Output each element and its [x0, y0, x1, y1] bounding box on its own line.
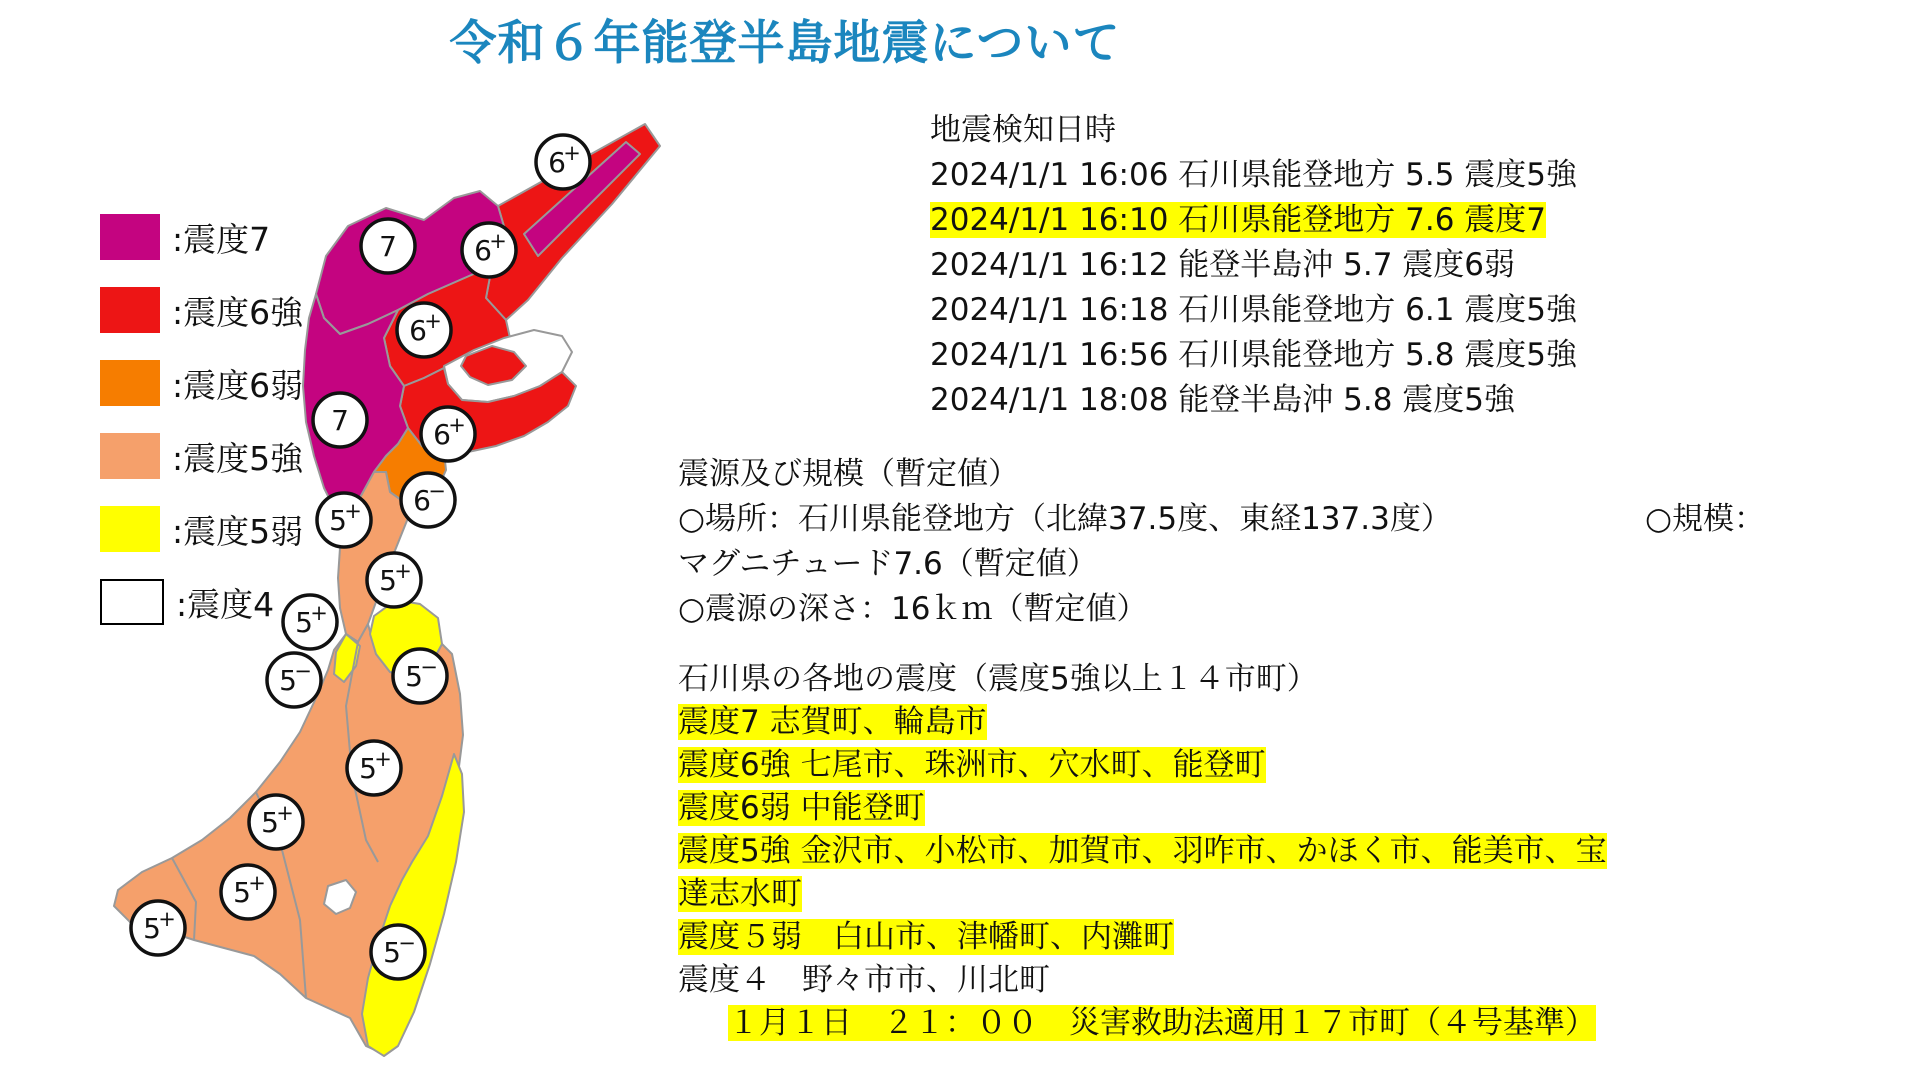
text-line — [678, 916, 1607, 959]
svg-text:+: + — [374, 747, 392, 771]
legend-item-shindo6-strong — [100, 287, 303, 333]
svg-text:5: 5 — [329, 504, 347, 537]
legend-item-shindo5-weak — [100, 506, 303, 552]
plain-text: 2024/1/1 18:08 能登半島沖 5.8 震度5強 — [930, 382, 1516, 418]
legend-item-shindo5-strong — [100, 433, 303, 479]
text-line — [930, 198, 1577, 243]
intensity-marker — [347, 741, 401, 795]
plain-text: 2024/1/1 16:06 石川県能登地方 5.5 震度5強 — [930, 157, 1578, 193]
legend-item-shindo4 — [100, 579, 303, 625]
page-title: 令和６年能登半島地震について — [449, 16, 1121, 71]
svg-text:5: 5 — [383, 936, 401, 969]
intensity-marker — [536, 135, 590, 189]
svg-text:5: 5 — [233, 876, 251, 909]
intensity-marker — [371, 925, 425, 979]
svg-text:7: 7 — [331, 404, 349, 437]
detection-header: 地震検知日時 — [930, 112, 1116, 148]
svg-text:6: 6 — [548, 146, 566, 179]
intensity-marker — [131, 901, 185, 955]
text-line — [678, 744, 1607, 787]
svg-text:5: 5 — [143, 912, 161, 945]
legend-label: :震度4 — [176, 584, 275, 624]
highlighted-text: 震度6弱 中能登町 — [678, 790, 925, 826]
text-line — [678, 830, 1607, 873]
legend-swatch — [100, 360, 160, 406]
highlighted-text: 2024/1/1 16:10 石川県能登地方 7.6 震度7 — [930, 202, 1547, 238]
text-line — [930, 153, 1577, 198]
intensity-heading: 石川県の各地の震度（震度5強以上１４市町） — [678, 661, 1318, 697]
highlighted-text: 震度5強 金沢市、小松市、加賀市、羽咋市、かほく市、能美市、宝 — [678, 833, 1607, 869]
intensity-marker — [367, 553, 421, 607]
text-line — [678, 787, 1607, 830]
plain-text: 2024/1/1 16:12 能登半島沖 5.7 震度6弱 — [930, 247, 1516, 283]
svg-text:+: + — [310, 601, 328, 625]
svg-text:−: − — [420, 655, 438, 679]
intensity-marker — [397, 303, 451, 357]
svg-text:+: + — [158, 907, 176, 931]
text-line — [678, 701, 1607, 744]
intensity-marker — [221, 865, 275, 919]
epicenter-location: ○場所：石川県能登地方（北緯37.5度、東経137.3度） — [678, 501, 1452, 537]
svg-text:+: + — [248, 871, 266, 895]
highlighted-text: １月１日 ２１：００ 災害救助法適用１７市町（４号基準） — [728, 1005, 1596, 1041]
legend-swatch — [100, 579, 164, 625]
legend-swatch — [100, 287, 160, 333]
intensity-marker — [421, 407, 475, 461]
svg-text:6: 6 — [409, 314, 427, 347]
legend-item-shindo7 — [100, 214, 303, 260]
legend-swatch — [100, 214, 160, 260]
epicenter-scale-label: ○規模： — [1645, 501, 1766, 537]
legend-label: :震度6弱 — [172, 365, 304, 405]
epicenter-heading: 震源及び規模（暫定値） — [678, 456, 1019, 492]
plain-text: 震度４ 野々市市、川北町 — [678, 962, 1050, 998]
plain-text: 2024/1/1 16:18 石川県能登地方 6.1 震度5強 — [930, 292, 1578, 328]
intensity-marker — [313, 393, 367, 447]
legend-label: :震度5強 — [172, 438, 304, 478]
svg-text:6: 6 — [433, 418, 451, 451]
svg-text:+: + — [489, 229, 507, 253]
svg-text:+: + — [424, 309, 442, 333]
text-line — [678, 959, 1607, 1002]
svg-text:7: 7 — [379, 230, 397, 263]
svg-text:5: 5 — [379, 564, 397, 597]
svg-text:5: 5 — [405, 660, 423, 693]
text-line — [678, 873, 1607, 916]
intensity-marker — [249, 795, 303, 849]
highlighted-text: 達志水町 — [678, 876, 802, 912]
svg-text:5: 5 — [295, 606, 313, 639]
svg-text:+: + — [448, 413, 466, 437]
svg-text:5: 5 — [261, 806, 279, 839]
highlighted-text: 震度6強 七尾市、珠洲市、穴水町、能登町 — [678, 747, 1266, 783]
svg-text:−: − — [294, 659, 312, 683]
intensity-marker — [267, 653, 321, 707]
highlighted-text: 震度５弱 白山市、津幡町、内灘町 — [678, 919, 1174, 955]
text-line — [930, 288, 1577, 333]
svg-text:−: − — [398, 931, 416, 955]
intensity-marker — [462, 223, 516, 277]
svg-text:+: + — [563, 141, 581, 165]
legend-item-shindo6-weak — [100, 360, 303, 406]
legend-label: :震度6強 — [172, 292, 304, 332]
epicenter-block — [678, 452, 1452, 632]
intensity-marker — [393, 649, 447, 703]
intensity-marker — [361, 219, 415, 273]
svg-text:+: + — [394, 559, 412, 583]
legend-swatch — [100, 506, 160, 552]
svg-text:6: 6 — [413, 484, 431, 517]
intensity-marker — [401, 473, 455, 527]
svg-text:5: 5 — [279, 664, 297, 697]
intensity-legend — [100, 214, 303, 652]
svg-text:+: + — [344, 499, 362, 523]
svg-text:+: + — [276, 801, 294, 825]
text-line — [930, 243, 1577, 288]
svg-text:−: − — [428, 479, 446, 503]
epicenter-depth: ○震源の深さ：16ｋｍ（暫定値） — [678, 591, 1148, 627]
legend-swatch — [100, 433, 160, 479]
plain-text: 2024/1/1 16:56 石川県能登地方 5.8 震度5強 — [930, 337, 1578, 373]
legend-label: :震度7 — [172, 219, 271, 259]
text-line — [678, 1002, 1607, 1045]
intensity-by-area-block — [678, 658, 1607, 1045]
text-line — [930, 378, 1577, 423]
detection-times-block — [930, 108, 1577, 423]
epicenter-magnitude: マグニチュード7.6（暫定値） — [678, 546, 1098, 582]
legend-label: :震度5弱 — [172, 511, 304, 551]
svg-text:6: 6 — [474, 234, 492, 267]
text-line — [930, 333, 1577, 378]
svg-text:5: 5 — [359, 752, 377, 785]
intensity-marker — [317, 493, 371, 547]
highlighted-text: 震度7 志賀町、輪島市 — [678, 704, 987, 740]
